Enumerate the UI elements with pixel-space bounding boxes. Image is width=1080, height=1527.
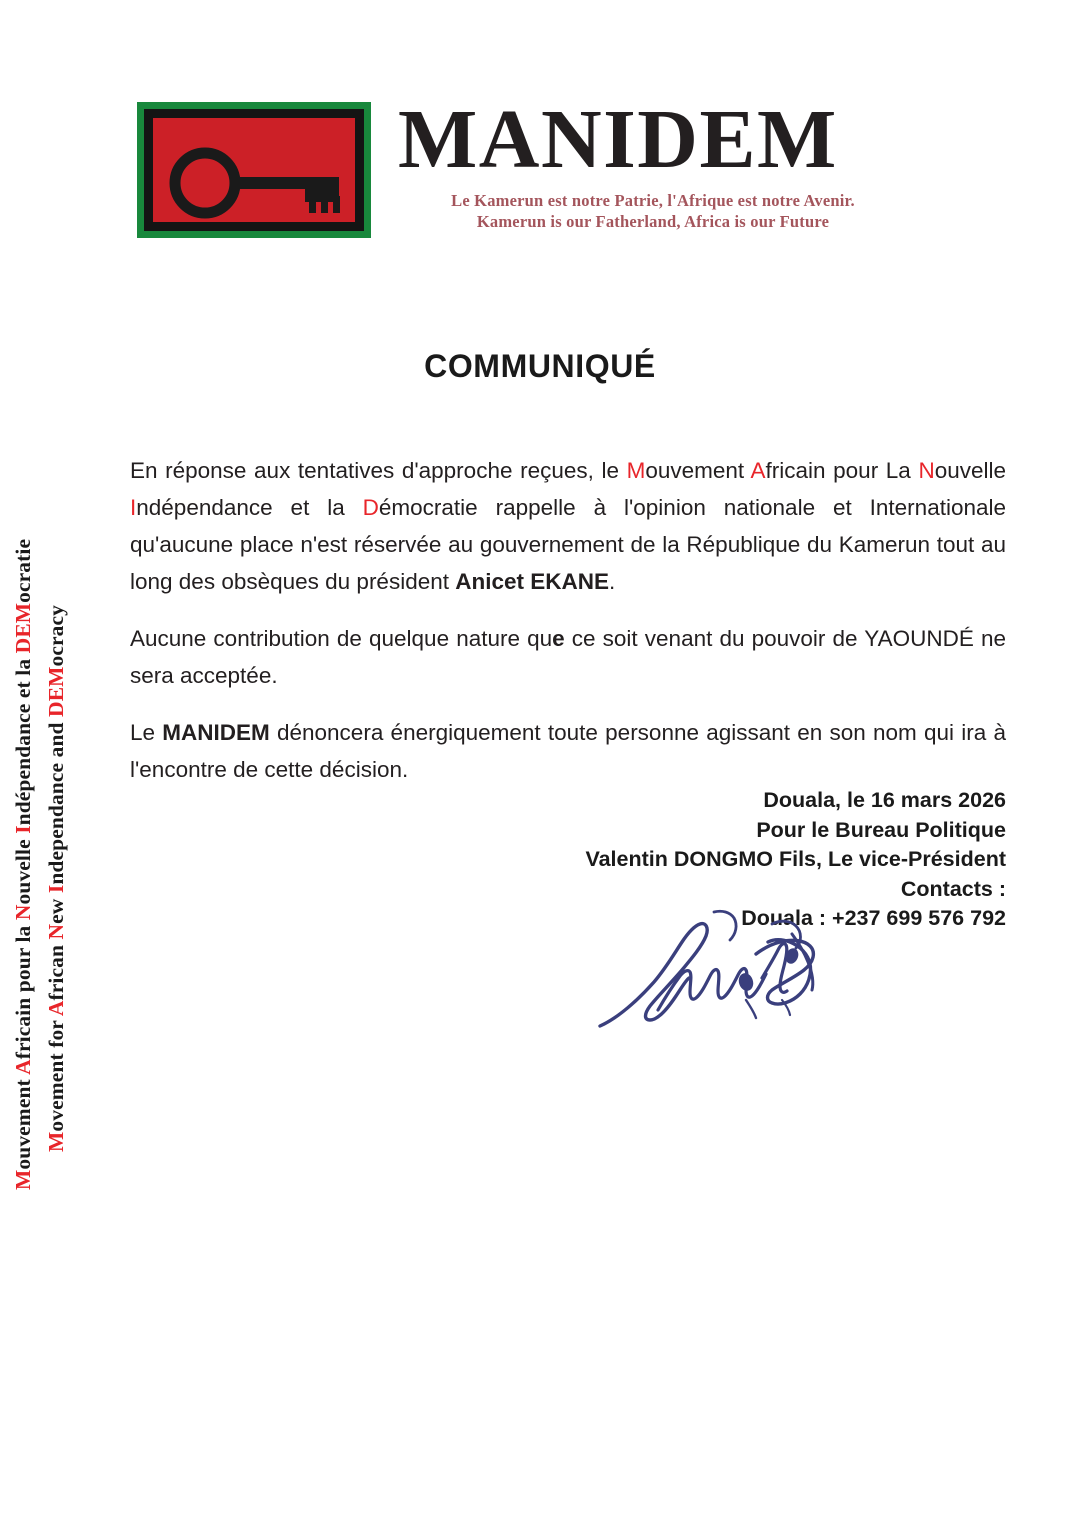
paragraph-2: Aucune contribution de quelque nature que ce soit venant du pouvoir de YAOUNDÉ ne sera acceptée.: [130, 626, 1006, 688]
slogan-fr-seg-4: ndépendance et la: [11, 653, 35, 826]
key-icon: [165, 144, 355, 222]
signoff-body-line: Pour le Bureau Politique: [756, 817, 1006, 842]
wordmark: [398, 93, 918, 186]
handwritten-signature: [596, 908, 864, 1036]
signoff-contacts-label: Contacts :: [900, 876, 1006, 901]
slogan-fr-accent-n: N: [11, 904, 35, 921]
slogan-en-seg-3: ew: [44, 893, 68, 924]
slogan-en-seg-2: frican: [44, 939, 68, 1001]
logo-red-field: [153, 118, 355, 222]
paragraph-1: En réponse aux tentatives d'approche reçues, le Mouvement Africain pour La Nouvelle Indépendance et la Démocratie rappelle à l'opinion nationale et Internationale qu'aucune place n'est réservée au gouvernement de la République du Kamerun tout au long des obsèques du président Anicet EKANE.: [130, 458, 1007, 594]
paragraph-3: Le MANIDEM dénoncera énergiquement toute personne agissant en son nom qui ira à l'encontre de cette décision.: [130, 720, 1007, 782]
signoff-contact-phone: Douala : +237 699 576 792: [741, 906, 1006, 930]
slogan-en-seg-4: ndependance and: [44, 716, 68, 885]
signoff-signatory-line: Valentin DONGMO Fils, Le vice-Président: [585, 847, 1006, 871]
slogan-en-accent-m: M: [44, 1131, 68, 1152]
vertical-slogan-french: [7, 539, 40, 1190]
page-title: COMMUNIQUÉ: [424, 348, 656, 384]
logo-inner-frame: [144, 109, 364, 231]
slogan-en-seg-5: ocracy: [44, 604, 68, 667]
vertical-slogan-band: [0, 520, 80, 1190]
body-copy: [130, 452, 1006, 788]
slogan-fr-seg-3: ouvelle: [11, 833, 35, 905]
tagline-block: [398, 190, 908, 232]
slogan-fr-accent-a: A: [11, 1059, 35, 1075]
slogan-fr-accent-m: M: [11, 1169, 35, 1190]
slogan-en-accent-n: N: [44, 923, 68, 940]
tagline-french: Le Kamerun est notre Patrie, l'Afrique est notre Avenir.: [451, 191, 855, 210]
signoff-date-line: Douala, le 16 mars 2026: [763, 788, 1006, 812]
slogan-fr-seg-2: fricain pour la: [11, 920, 35, 1060]
slogan-fr-seg-1: ouvement: [11, 1074, 35, 1170]
tagline-english: Kamerun is our Fatherland, Africa is our Future: [476, 212, 830, 231]
slogan-en-accent-dem: DEM: [44, 666, 68, 717]
slogan-fr-seg-5: ocratie: [11, 538, 35, 603]
slogan-en-seg-1: ovement for: [44, 1016, 68, 1132]
slogan-en-accent-a: A: [44, 1000, 68, 1017]
manidem-logo: [137, 102, 371, 238]
slogan-fr-accent-i: I: [11, 825, 35, 834]
slogan-en-accent-i: I: [44, 884, 68, 894]
vertical-slogan-english: [40, 605, 73, 1190]
slogan-fr-accent-dem: DEM: [11, 602, 35, 654]
wordmark-text: MANIDEM: [398, 93, 838, 186]
letterhead: [0, 0, 1080, 280]
